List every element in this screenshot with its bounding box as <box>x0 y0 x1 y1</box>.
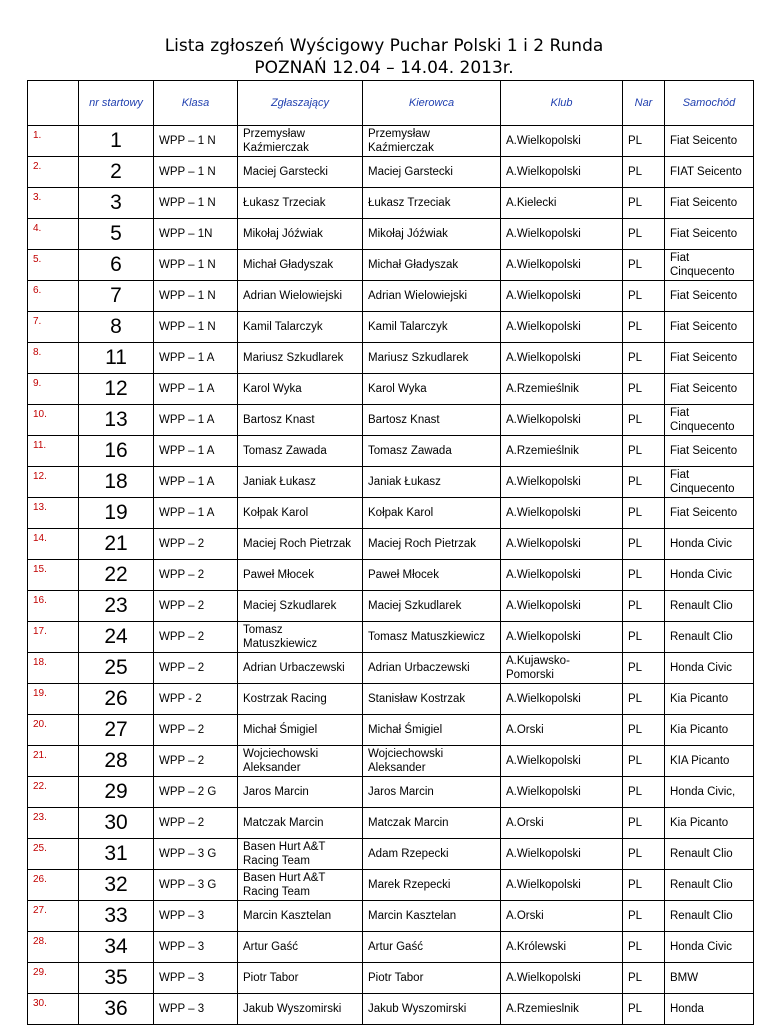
club-cell: A.Kielecki <box>501 188 623 219</box>
table-row <box>28 560 754 591</box>
entrant-cell: Kamil Talarczyk <box>238 312 363 343</box>
club-cell: A.Wielkopolski <box>501 157 623 188</box>
entrant-cell: Bartosz Knast <box>238 405 363 436</box>
nationality-cell: PL <box>623 777 665 808</box>
entrant-cell: Kostrzak Racing <box>238 684 363 715</box>
driver-cell: Jakub Wyszomirski <box>363 994 501 1025</box>
row-number: 14. <box>28 529 79 560</box>
nationality-cell: PL <box>623 219 665 250</box>
nationality-cell: PL <box>623 467 665 498</box>
start-number: 26 <box>79 684 154 715</box>
nationality-cell: PL <box>623 715 665 746</box>
start-number: 2 <box>79 157 154 188</box>
driver-cell: Adrian Wielowiejski <box>363 281 501 312</box>
table-row <box>28 529 754 560</box>
driver-cell: Maciej Garstecki <box>363 157 501 188</box>
car-cell: Kia Picanto <box>665 684 754 715</box>
car-cell: Honda Civic <box>665 529 754 560</box>
car-cell: Honda <box>665 994 754 1025</box>
header-nar: Nar <box>623 81 665 126</box>
row-number: 22. <box>28 777 79 808</box>
driver-cell: Karol Wyka <box>363 374 501 405</box>
start-number: 24 <box>79 622 154 653</box>
row-number: 6. <box>28 281 79 312</box>
club-cell: A.Wielkopolski <box>501 684 623 715</box>
club-cell: A.Rzemieślnik <box>501 374 623 405</box>
driver-cell: Mikołaj Jóźwiak <box>363 219 501 250</box>
car-cell: Fiat Seicento <box>665 374 754 405</box>
driver-cell: Paweł Młocek <box>363 560 501 591</box>
nationality-cell: PL <box>623 405 665 436</box>
entrant-cell: Łukasz Trzeciak <box>238 188 363 219</box>
club-cell: A.Wielkopolski <box>501 343 623 374</box>
club-cell: A.Wielkopolski <box>501 219 623 250</box>
header-lp <box>28 81 79 126</box>
nationality-cell: PL <box>623 281 665 312</box>
car-cell: Fiat Seicento <box>665 219 754 250</box>
entrant-cell: Jaros Marcin <box>238 777 363 808</box>
club-cell: A.Wielkopolski <box>501 746 623 777</box>
table-row <box>28 839 754 870</box>
class-cell: WPP – 2 <box>154 560 238 591</box>
class-cell: WPP – 1 A <box>154 343 238 374</box>
car-cell: Honda Civic <box>665 932 754 963</box>
driver-cell: Maciej Szkudlarek <box>363 591 501 622</box>
start-number: 16 <box>79 436 154 467</box>
nationality-cell: PL <box>623 436 665 467</box>
club-cell: A.Wielkopolski <box>501 405 623 436</box>
table-row <box>28 994 754 1025</box>
driver-cell: Maciej Roch Pietrzak <box>363 529 501 560</box>
driver-cell: Marcin Kasztelan <box>363 901 501 932</box>
nationality-cell: PL <box>623 529 665 560</box>
club-cell: A.Wielkopolski <box>501 498 623 529</box>
table-row <box>28 932 754 963</box>
driver-cell: Bartosz Knast <box>363 405 501 436</box>
class-cell: WPP – 2 G <box>154 777 238 808</box>
entrant-cell: Paweł Młocek <box>238 560 363 591</box>
row-number: 3. <box>28 188 79 219</box>
nationality-cell: PL <box>623 126 665 157</box>
header-row <box>28 81 754 126</box>
entrant-cell: Michał Gładyszak <box>238 250 363 281</box>
start-number: 3 <box>79 188 154 219</box>
entrant-cell: Wojciechowski Aleksander <box>238 746 363 777</box>
club-cell: A.Wielkopolski <box>501 312 623 343</box>
class-cell: WPP – 1 A <box>154 467 238 498</box>
table-row <box>28 622 754 653</box>
row-number: 13. <box>28 498 79 529</box>
start-number: 30 <box>79 808 154 839</box>
row-number: 15. <box>28 560 79 591</box>
car-cell: Honda Civic, <box>665 777 754 808</box>
row-number: 5. <box>28 250 79 281</box>
driver-cell: Łukasz Trzeciak <box>363 188 501 219</box>
car-cell: Fiat Seicento <box>665 312 754 343</box>
table-row <box>28 343 754 374</box>
table-row <box>28 901 754 932</box>
row-number: 1. <box>28 126 79 157</box>
car-cell: Kia Picanto <box>665 715 754 746</box>
table-row <box>28 870 754 901</box>
start-number: 36 <box>79 994 154 1025</box>
row-number: 10. <box>28 405 79 436</box>
car-cell: Renault Clio <box>665 901 754 932</box>
car-cell: Kia Picanto <box>665 808 754 839</box>
start-number: 12 <box>79 374 154 405</box>
row-number: 12. <box>28 467 79 498</box>
driver-cell: Kamil Talarczyk <box>363 312 501 343</box>
class-cell: WPP – 3 <box>154 901 238 932</box>
club-cell: A.Wielkopolski <box>501 839 623 870</box>
nationality-cell: PL <box>623 994 665 1025</box>
nationality-cell: PL <box>623 343 665 374</box>
class-cell: WPP – 1 A <box>154 436 238 467</box>
table-row <box>28 746 754 777</box>
nationality-cell: PL <box>623 684 665 715</box>
nationality-cell: PL <box>623 250 665 281</box>
class-cell: WPP – 2 <box>154 808 238 839</box>
entrant-cell: Basen Hurt A&T Racing Team <box>238 870 363 901</box>
start-number: 34 <box>79 932 154 963</box>
driver-cell: Marek Rzepecki <box>363 870 501 901</box>
club-cell: A.Wielkopolski <box>501 467 623 498</box>
entrant-cell: Maciej Szkudlarek <box>238 591 363 622</box>
driver-cell: Janiak Łukasz <box>363 467 501 498</box>
entrant-cell: Piotr Tabor <box>238 963 363 994</box>
table-row <box>28 653 754 684</box>
header-klub: Klub <box>501 81 623 126</box>
table-row <box>28 250 754 281</box>
table-row <box>28 126 754 157</box>
entrant-cell: Matczak Marcin <box>238 808 363 839</box>
class-cell: WPP – 1 N <box>154 126 238 157</box>
start-number: 1 <box>79 126 154 157</box>
start-number: 27 <box>79 715 154 746</box>
driver-cell: Kołpak Karol <box>363 498 501 529</box>
class-cell: WPP – 3 G <box>154 839 238 870</box>
entrant-cell: Michał Śmigiel <box>238 715 363 746</box>
car-cell: Fiat Cinquecento <box>665 467 754 498</box>
driver-cell: Michał Gładyszak <box>363 250 501 281</box>
entrant-cell: Maciej Garstecki <box>238 157 363 188</box>
start-number: 21 <box>79 529 154 560</box>
driver-cell: Stanisław Kostrzak <box>363 684 501 715</box>
club-cell: A.Wielkopolski <box>501 963 623 994</box>
start-number: 18 <box>79 467 154 498</box>
club-cell: A.Wielkopolski <box>501 622 623 653</box>
car-cell: Renault Clio <box>665 839 754 870</box>
table-row <box>28 312 754 343</box>
nationality-cell: PL <box>623 622 665 653</box>
nationality-cell: PL <box>623 591 665 622</box>
start-number: 23 <box>79 591 154 622</box>
car-cell: Renault Clio <box>665 870 754 901</box>
row-number: 30. <box>28 994 79 1025</box>
start-number: 35 <box>79 963 154 994</box>
row-number: 26. <box>28 870 79 901</box>
row-number: 23. <box>28 808 79 839</box>
start-number: 5 <box>79 219 154 250</box>
driver-cell: Tomasz Matuszkiewicz <box>363 622 501 653</box>
class-cell: WPP – 1 N <box>154 188 238 219</box>
nationality-cell: PL <box>623 374 665 405</box>
class-cell: WPP – 3 <box>154 994 238 1025</box>
entrant-cell: Adrian Urbaczewski <box>238 653 363 684</box>
row-number: 8. <box>28 343 79 374</box>
entrant-cell: Janiak Łukasz <box>238 467 363 498</box>
table-row <box>28 467 754 498</box>
table-row <box>28 188 754 219</box>
start-number: 6 <box>79 250 154 281</box>
club-cell: A.Wielkopolski <box>501 870 623 901</box>
class-cell: WPP – 1 N <box>154 157 238 188</box>
table-row <box>28 374 754 405</box>
car-cell: Fiat Cinquecento <box>665 405 754 436</box>
class-cell: WPP – 1 N <box>154 312 238 343</box>
entrant-cell: Artur Gaść <box>238 932 363 963</box>
class-cell: WPP – 2 <box>154 622 238 653</box>
row-number: 17. <box>28 622 79 653</box>
nationality-cell: PL <box>623 312 665 343</box>
nationality-cell: PL <box>623 653 665 684</box>
nationality-cell: PL <box>623 901 665 932</box>
class-cell: WPP – 2 <box>154 715 238 746</box>
class-cell: WPP – 1N <box>154 219 238 250</box>
driver-cell: Adam Rzepecki <box>363 839 501 870</box>
car-cell: KIA Picanto <box>665 746 754 777</box>
row-number: 27. <box>28 901 79 932</box>
club-cell: A.Wielkopolski <box>501 250 623 281</box>
club-cell: A.Kujawsko-Pomorski <box>501 653 623 684</box>
nationality-cell: PL <box>623 157 665 188</box>
car-cell: Fiat Seicento <box>665 343 754 374</box>
car-cell: BMW <box>665 963 754 994</box>
entrant-cell: Karol Wyka <box>238 374 363 405</box>
entrant-cell: Przemysław Kaźmierczak <box>238 126 363 157</box>
class-cell: WPP – 1 N <box>154 250 238 281</box>
row-number: 25. <box>28 839 79 870</box>
class-cell: WPP – 3 <box>154 932 238 963</box>
class-cell: WPP – 1 N <box>154 281 238 312</box>
club-cell: A.Wielkopolski <box>501 560 623 591</box>
start-number: 33 <box>79 901 154 932</box>
car-cell: Fiat Cinquecento <box>665 250 754 281</box>
nationality-cell: PL <box>623 932 665 963</box>
club-cell: A.Wielkopolski <box>501 281 623 312</box>
class-cell: WPP – 3 <box>154 963 238 994</box>
row-number: 2. <box>28 157 79 188</box>
header-samochod: Samochód <box>665 81 754 126</box>
row-number: 29. <box>28 963 79 994</box>
start-number: 31 <box>79 839 154 870</box>
table-row <box>28 684 754 715</box>
row-number: 7. <box>28 312 79 343</box>
start-number: 19 <box>79 498 154 529</box>
start-number: 32 <box>79 870 154 901</box>
header-nr-startowy: nr startowy <box>79 81 154 126</box>
club-cell: A.Rzemieslnik <box>501 994 623 1025</box>
row-number: 28. <box>28 932 79 963</box>
table-row <box>28 498 754 529</box>
table-row <box>28 281 754 312</box>
car-cell: Fiat Seicento <box>665 188 754 219</box>
class-cell: WPP – 2 <box>154 529 238 560</box>
class-cell: WPP – 2 <box>154 653 238 684</box>
entrant-cell: Tomasz Zawada <box>238 436 363 467</box>
nationality-cell: PL <box>623 963 665 994</box>
start-number: 13 <box>79 405 154 436</box>
table-row <box>28 591 754 622</box>
row-number: 18. <box>28 653 79 684</box>
driver-cell: Jaros Marcin <box>363 777 501 808</box>
car-cell: Fiat Seicento <box>665 281 754 312</box>
driver-cell: Matczak Marcin <box>363 808 501 839</box>
driver-cell: Tomasz Zawada <box>363 436 501 467</box>
club-cell: A.Orski <box>501 715 623 746</box>
driver-cell: Mariusz Szkudlarek <box>363 343 501 374</box>
car-cell: Renault Clio <box>665 622 754 653</box>
class-cell: WPP – 1 A <box>154 498 238 529</box>
entrant-cell: Mariusz Szkudlarek <box>238 343 363 374</box>
header-zglaszajacy: Zgłaszający <box>238 81 363 126</box>
nationality-cell: PL <box>623 808 665 839</box>
class-cell: WPP – 1 A <box>154 405 238 436</box>
document-subtitle: POZNAŃ 12.04 – 14.04. 2013r. <box>254 58 514 78</box>
entrant-cell: Jakub Wyszomirski <box>238 994 363 1025</box>
club-cell: A.Wielkopolski <box>501 777 623 808</box>
entrant-cell: Basen Hurt A&T Racing Team <box>238 839 363 870</box>
start-number: 25 <box>79 653 154 684</box>
entry-list-table <box>27 80 754 1025</box>
start-number: 7 <box>79 281 154 312</box>
start-number: 22 <box>79 560 154 591</box>
nationality-cell: PL <box>623 870 665 901</box>
row-number: 16. <box>28 591 79 622</box>
club-cell: A.Orski <box>501 808 623 839</box>
class-cell: WPP – 1 A <box>154 374 238 405</box>
driver-cell: Piotr Tabor <box>363 963 501 994</box>
entrant-cell: Marcin Kasztelan <box>238 901 363 932</box>
car-cell: FIAT Seicento <box>665 157 754 188</box>
driver-cell: Wojciechowski Aleksander <box>363 746 501 777</box>
row-number: 21. <box>28 746 79 777</box>
driver-cell: Michał Śmigiel <box>363 715 501 746</box>
nationality-cell: PL <box>623 839 665 870</box>
class-cell: WPP – 2 <box>154 746 238 777</box>
entrant-cell: Adrian Wielowiejski <box>238 281 363 312</box>
club-cell: A.Wielkopolski <box>501 591 623 622</box>
start-number: 29 <box>79 777 154 808</box>
row-number: 11. <box>28 436 79 467</box>
driver-cell: Adrian Urbaczewski <box>363 653 501 684</box>
table-row <box>28 963 754 994</box>
start-number: 8 <box>79 312 154 343</box>
table-row <box>28 157 754 188</box>
start-number: 11 <box>79 343 154 374</box>
nationality-cell: PL <box>623 560 665 591</box>
table-row <box>28 715 754 746</box>
club-cell: A.Wielkopolski <box>501 126 623 157</box>
document-title: Lista zgłoszeń Wyścigowy Puchar Polski 1 i 2 Runda <box>164 36 604 56</box>
row-number: 4. <box>28 219 79 250</box>
row-number: 20. <box>28 715 79 746</box>
club-cell: A.Wielkopolski <box>501 529 623 560</box>
driver-cell: Artur Gaść <box>363 932 501 963</box>
table-row <box>28 436 754 467</box>
driver-cell: Przemysław Kaźmierczak <box>363 126 501 157</box>
nationality-cell: PL <box>623 498 665 529</box>
entrant-cell: Kołpak Karol <box>238 498 363 529</box>
car-cell: Honda Civic <box>665 560 754 591</box>
row-number: 19. <box>28 684 79 715</box>
nationality-cell: PL <box>623 188 665 219</box>
car-cell: Fiat Seicento <box>665 436 754 467</box>
table-row <box>28 219 754 250</box>
entrant-cell: Maciej Roch Pietrzak <box>238 529 363 560</box>
table-row <box>28 777 754 808</box>
club-cell: A.Orski <box>501 901 623 932</box>
club-cell: A.Rzemieślnik <box>501 436 623 467</box>
class-cell: WPP – 2 <box>154 591 238 622</box>
car-cell: Fiat Seicento <box>665 126 754 157</box>
table-row <box>28 808 754 839</box>
class-cell: WPP – 3 G <box>154 870 238 901</box>
table-row <box>28 405 754 436</box>
class-cell: WPP - 2 <box>154 684 238 715</box>
car-cell: Fiat Seicento <box>665 498 754 529</box>
car-cell: Honda Civic <box>665 653 754 684</box>
start-number: 28 <box>79 746 154 777</box>
header-kierowca: Kierowca <box>363 81 501 126</box>
header-klasa: Klasa <box>154 81 238 126</box>
entrant-cell: Mikołaj Jóźwiak <box>238 219 363 250</box>
nationality-cell: PL <box>623 746 665 777</box>
entrant-cell: Tomasz Matuszkiewicz <box>238 622 363 653</box>
row-number: 9. <box>28 374 79 405</box>
car-cell: Renault Clio <box>665 591 754 622</box>
club-cell: A.Królewski <box>501 932 623 963</box>
